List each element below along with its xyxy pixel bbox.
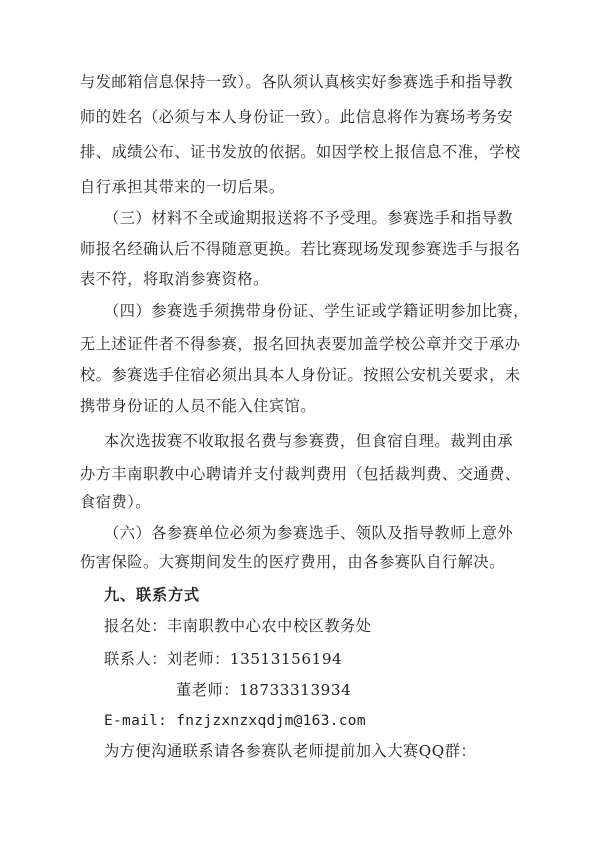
contact-person-2: 董老师：18733313934 <box>176 681 352 699</box>
text-line: 无上述证件者不得参赛，报名回执表要加盖学校公章并交于承办 <box>80 335 521 353</box>
text-line: 本次选拔赛不收取报名费与参赛费，但食宿自理。裁判由承 <box>104 432 514 450</box>
text-line: 与发邮箱信息保持一致）。各队须认真核实好参赛选手和指导教 <box>80 73 514 91</box>
text-line: 办方丰南职教中心聘请并支付裁判费用（包括裁判费、交通费、 <box>80 465 521 483</box>
registration-office: 报名处：丰南职教中心农中校区教务处 <box>104 617 372 635</box>
section-heading: 九、联系方式 <box>104 586 200 604</box>
text-line: 师报名经确认后不得随意更换。若比赛现场发现参赛选手与报名 <box>80 240 521 258</box>
contact-email: E-mail: fnzjzxnzxqdjm@163.com <box>104 713 366 729</box>
text-line: 自行承担其带来的一切后果。 <box>80 178 285 196</box>
text-line: （三）材料不全或逾期报送将不予受理。参赛选手和指导教 <box>104 209 514 227</box>
text-line: 排、成绩公布、证书发放的依据。如因学校上报信息不准，学校 <box>80 143 521 161</box>
qq-group-note: 为方便沟通联系请各参赛队老师提前加入大赛QQ群： <box>104 742 477 760</box>
text-line: 表不符，将取消参赛资格。 <box>80 270 269 288</box>
text-line: （四）参赛选手须携带身份证、学生证或学籍证明参加比赛， <box>104 302 529 320</box>
text-line: 校。参赛选手住宿必须出具本人身份证。按照公安机关要求，未 <box>80 366 521 384</box>
text-line: 携带身份证的人员不能入住宾馆。 <box>80 397 317 415</box>
text-line: 食宿费）。 <box>80 493 152 511</box>
text-line: 伤害保险。大赛期间发生的医疗费用，由各参赛队自行解决。 <box>80 553 505 571</box>
text-line: 师的姓名（必须与本人身份证一致）。此信息将作为赛场考务安 <box>80 108 514 126</box>
text-line: （六）各参赛单位必须为参赛选手、领队及指导教师上意外 <box>104 524 514 542</box>
contact-person-1: 联系人：刘老师：13513156194 <box>104 650 343 668</box>
